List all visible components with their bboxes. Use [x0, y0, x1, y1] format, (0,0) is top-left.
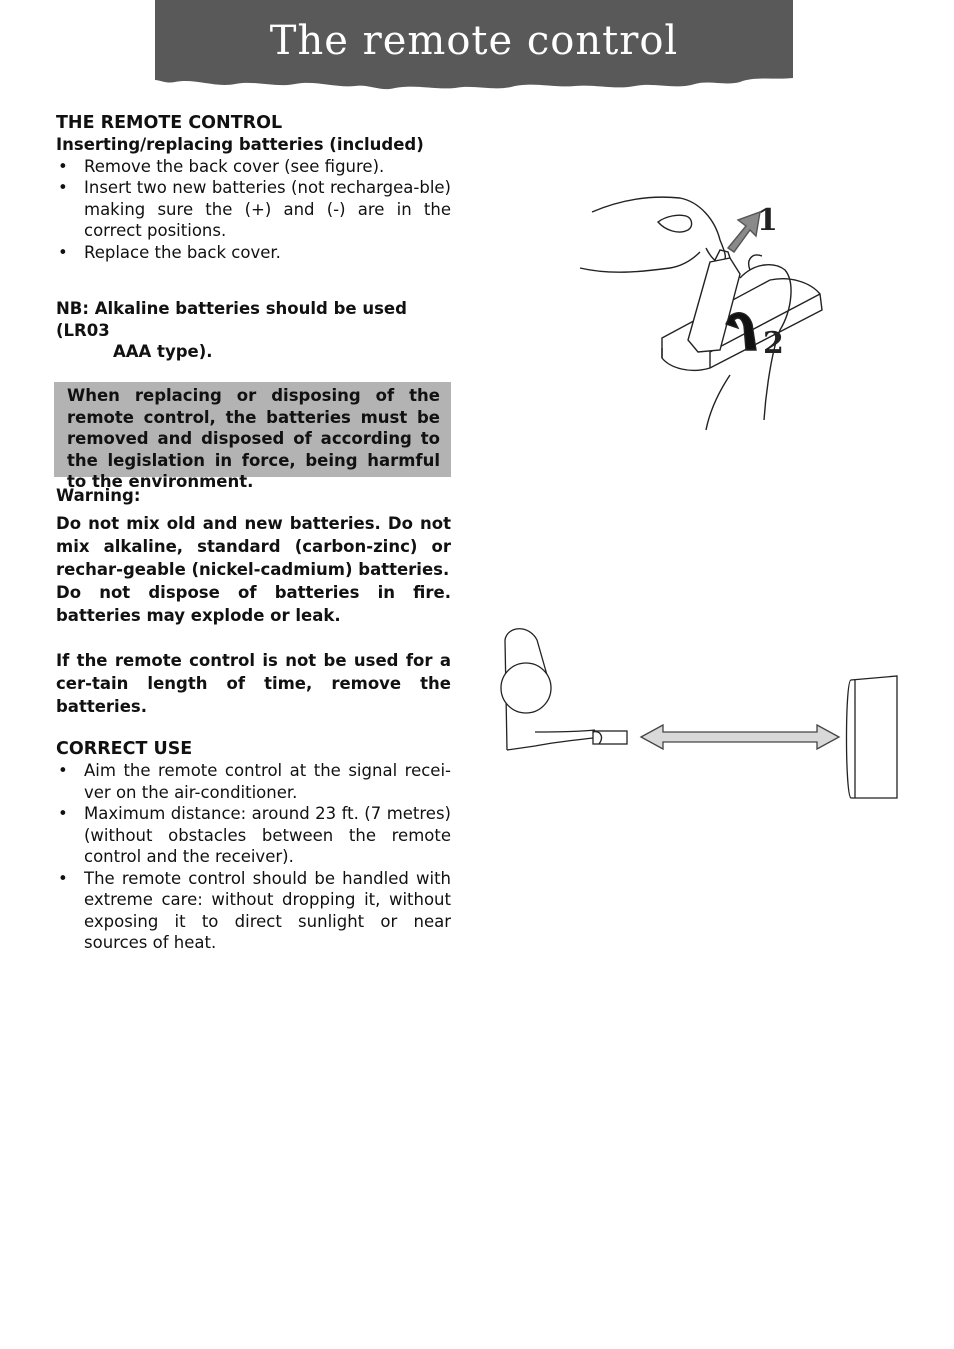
- bullet-glyph: •: [58, 242, 68, 262]
- remote-in-hand: [593, 731, 627, 744]
- upper-hand-outline: [592, 197, 725, 262]
- list-item: [56, 803, 451, 868]
- section-remote-control: [56, 112, 451, 263]
- shoulder-outline: [501, 663, 551, 713]
- step2-arrow-icon: [726, 313, 756, 350]
- correct-use-list: [56, 760, 451, 954]
- list-item: [56, 177, 451, 242]
- warning-label: Warning:: [56, 486, 141, 505]
- list-item-text: Insert two new batteries (not rechargea-ble) making sure the (+) and (-) are in the correct positions.: [84, 178, 451, 240]
- bullet-glyph: •: [58, 868, 68, 888]
- hand-lower-outline: [580, 252, 700, 272]
- environment-notice: When replacing or disposing of the remote control, the batteries must be removed and disposed of according to the legislation in force, being harmful to the environment.: [54, 382, 451, 477]
- warning-para-1: Do not mix old and new batteries. Do not mix alkaline, standard (carbon-zinc) or rechar-geable (nickel-cadmium) batteries.: [56, 514, 451, 579]
- warning-para-3: If the remote control is not be used for a cer-tain length of time, remove the batteries.: [56, 651, 451, 716]
- bullet-glyph: •: [58, 761, 68, 780]
- list-item-text: Aim the remote control at the signal recei-ver on the air-conditioner.: [84, 761, 451, 802]
- back-cover: [688, 258, 740, 352]
- list-item-text: Remove the back cover (see figure).: [84, 156, 385, 176]
- warning-para-2: Do not dispose of batteries in fire. batteries may explode or leak.: [56, 583, 451, 625]
- battery-cover-figure: [570, 190, 840, 435]
- bullet-glyph: •: [58, 178, 68, 197]
- list-item-text: The remote control should be handled with extreme care: without dropping it, without exposing it to direct sunlight or near sources of heat.: [84, 868, 451, 952]
- distance-double-arrow-icon: [641, 725, 839, 749]
- page-title: The remote control: [269, 18, 679, 64]
- receiver-unit: [847, 676, 898, 798]
- list-item: [56, 156, 451, 178]
- section-heading: CORRECT USE: [56, 739, 193, 759]
- bullet-glyph: •: [58, 804, 68, 823]
- remote-body: [662, 279, 822, 371]
- step1-label: 1: [757, 203, 778, 238]
- list-item: [56, 868, 451, 954]
- step2-label: 2: [763, 326, 784, 361]
- subheading: Inserting/replacing batteries (included): [56, 135, 424, 154]
- step1-arrow-icon: [728, 212, 760, 252]
- nb-line-1: NB: Alkaline batteries should be used (LR03: [56, 299, 407, 340]
- list-item-text: Maximum distance: around 23 ft. (7 metres) (without obstacles between the remote control and the receiver).: [84, 804, 451, 866]
- nb-line-2: AAA type).: [113, 342, 213, 361]
- section-correct-use: [56, 738, 451, 954]
- title-banner: [155, 0, 793, 95]
- list-item: [56, 242, 451, 264]
- nb-note: [56, 298, 451, 363]
- list-item-text: Replace the back cover.: [84, 242, 281, 262]
- section-heading: THE REMOTE CONTROL: [56, 113, 283, 133]
- bullet-glyph: •: [58, 156, 68, 176]
- battery-steps-list: [56, 156, 451, 264]
- aiming-figure: [495, 620, 905, 805]
- warning-block: [56, 484, 451, 718]
- list-item: [56, 760, 451, 803]
- forearm-outline: [507, 738, 593, 750]
- thumb-outline: [658, 215, 692, 232]
